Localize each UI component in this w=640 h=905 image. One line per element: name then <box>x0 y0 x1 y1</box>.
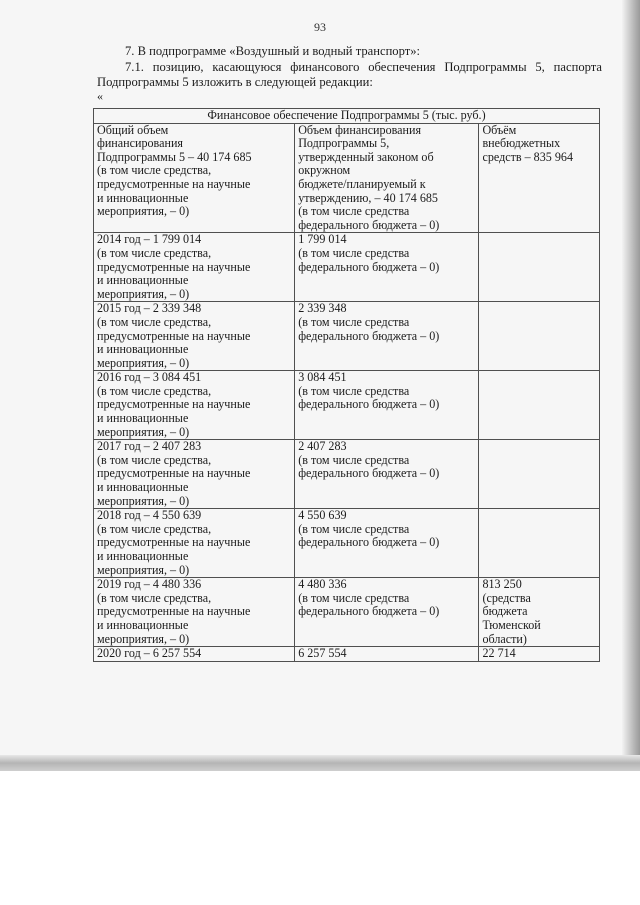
cell-line: предусмотренные на научные <box>97 466 251 481</box>
cell-line: 22 714 <box>482 646 516 661</box>
cell-line: предусмотренные на научные <box>97 176 251 191</box>
cell-line: 2014 год – 1 799 014 <box>97 232 202 247</box>
extrabudgetary-cell <box>479 371 600 440</box>
cell-line: (в том числе средства <box>298 590 410 605</box>
cell-line: Подпрограммы 5, <box>298 136 390 151</box>
cell-line: (в том числе средства <box>298 383 410 398</box>
cell-line: внебюджетных <box>482 136 561 151</box>
cell-line: 3 084 451 <box>298 370 347 385</box>
header-extrabudgetary-volume <box>479 123 600 233</box>
table-row <box>94 578 600 647</box>
cell-line: мероприятия, – 0) <box>97 631 190 646</box>
cell-line: 2017 год – 2 407 283 <box>97 439 202 454</box>
scan-bottom-shadow <box>0 755 640 771</box>
cell-line: 813 250 <box>482 577 522 592</box>
cell-line: федерального бюджета – 0) <box>298 217 440 232</box>
cell-line: и инновационные <box>97 617 189 632</box>
cell-line: и инновационные <box>97 273 189 288</box>
cell-line: и инновационные <box>97 411 189 426</box>
cell-line: мероприятия, – 0) <box>97 493 190 508</box>
cell-line: 4 550 639 <box>298 508 347 523</box>
table-row <box>94 440 600 509</box>
cell-line: федерального бюджета – 0) <box>298 535 440 550</box>
federal-budget-cell <box>295 440 479 509</box>
cell-line: (в том числе средства, <box>97 245 212 260</box>
cell-line: области) <box>482 631 527 646</box>
cell-line: предусмотренные на научные <box>97 259 251 274</box>
cell-line: и инновационные <box>97 480 189 495</box>
table-header-row <box>94 123 600 233</box>
cell-line: (в том числе средства <box>298 245 410 260</box>
cell-line: 2015 год – 2 339 348 <box>97 301 202 316</box>
year-total-cell <box>94 647 295 662</box>
open-quote: « <box>97 88 103 103</box>
federal-budget-cell <box>295 647 479 662</box>
financing-table <box>93 108 600 662</box>
cell-line: утверждению, – 40 174 685 <box>298 190 438 205</box>
cell-line: 2 339 348 <box>298 301 347 316</box>
cell-line: (в том числе средства, <box>97 163 212 178</box>
item-7-heading: 7. В подпрограмме «Воздушный и водный транспорт»: <box>125 44 421 58</box>
cell-line: финансирования <box>97 136 183 151</box>
table-row <box>94 371 600 440</box>
cell-line: мероприятия, – 0) <box>97 562 190 577</box>
cell-line: бюджета <box>482 604 528 619</box>
table-row <box>94 647 600 662</box>
cell-line: (в том числе средства, <box>97 521 212 536</box>
year-total-cell <box>94 302 295 371</box>
extrabudgetary-cell <box>479 647 600 662</box>
item-7-1-text: 7.1. позицию, касающуюся финансового обеспечения Подпрограммы 5, паспорта Подпрограммы 5 изложить в следующей редакции: <box>97 59 602 89</box>
cell-line: 2020 год – 6 257 554 <box>97 646 202 661</box>
cell-line: и инновационные <box>97 549 189 563</box>
header-approved-volume <box>295 123 479 233</box>
cell-line: Объем финансирования <box>298 122 422 137</box>
cell-line: (в том числе средства <box>298 314 410 329</box>
cell-line: федерального бюджета – 0) <box>298 604 440 619</box>
cell-line: мероприятия, – 0) <box>97 424 190 439</box>
cell-line: предусмотренные на научные <box>97 535 251 550</box>
cell-line: федерального бюджета – 0) <box>298 466 440 481</box>
cell-line: предусмотренные на научные <box>97 328 251 343</box>
cell-line: (средства <box>482 590 531 605</box>
intro-text <box>97 44 602 102</box>
extrabudgetary-cell <box>479 578 600 647</box>
cell-line: (в том числе средства <box>298 452 410 467</box>
header-total-volume <box>94 123 295 233</box>
year-total-cell <box>94 440 295 509</box>
cell-line: федерального бюджета – 0) <box>298 259 440 274</box>
cell-line: средств – 835 964 <box>482 149 573 164</box>
extrabudgetary-cell <box>479 440 600 509</box>
extrabudgetary-cell <box>479 302 600 371</box>
cell-line: Подпрограммы 5 – 40 174 685 <box>97 149 252 164</box>
federal-budget-cell <box>295 233 479 302</box>
cell-line: утвержденный законом об <box>298 149 434 164</box>
cell-line: 4 480 336 <box>298 577 347 592</box>
cell-line: федерального бюджета – 0) <box>298 328 440 343</box>
cell-line: (в том числе средства, <box>97 590 212 605</box>
cell-line: предусмотренные на научные <box>97 604 251 619</box>
scan-edge-shadow <box>622 0 640 770</box>
cell-line: Объём <box>482 122 517 137</box>
cell-line: (в том числе средства <box>298 521 410 536</box>
cell-line: 1 799 014 <box>298 232 347 247</box>
cell-line: 2018 год – 4 550 639 <box>97 508 202 523</box>
table-row <box>94 509 600 578</box>
cell-line: мероприятия, – 0) <box>97 355 190 370</box>
year-total-cell <box>94 233 295 302</box>
table-caption: Финансовое обеспечение Подпрограммы 5 (тыс. руб.) <box>94 109 600 124</box>
page-number: 93 <box>314 20 326 34</box>
table-row <box>94 302 600 371</box>
year-total-cell <box>94 578 295 647</box>
federal-budget-cell <box>295 509 479 578</box>
cell-line: 6 257 554 <box>298 646 347 661</box>
cell-line: 2 407 283 <box>298 439 347 454</box>
cell-line: мероприятия, – 0) <box>97 286 190 301</box>
table-row <box>94 233 600 302</box>
year-total-cell <box>94 509 295 578</box>
federal-budget-cell <box>295 578 479 647</box>
cell-line: бюджете/планируемый к <box>298 176 426 191</box>
federal-budget-cell <box>295 371 479 440</box>
year-total-cell <box>94 371 295 440</box>
extrabudgetary-cell <box>479 509 600 578</box>
cell-line: (в том числе средства, <box>97 452 212 467</box>
cell-line: 2019 год – 4 480 336 <box>97 577 202 592</box>
cell-line: предусмотренные на научные <box>97 397 251 412</box>
cell-line: окружном <box>298 163 351 178</box>
cell-line: федерального бюджета – 0) <box>298 397 440 412</box>
cell-line: Общий объем <box>97 122 169 137</box>
cell-line: (в том числе средства, <box>97 383 212 398</box>
cell-line: Тюменской <box>482 617 541 632</box>
federal-budget-cell <box>295 302 479 371</box>
extrabudgetary-cell <box>479 233 600 302</box>
cell-line: и инновационные <box>97 190 189 205</box>
cell-line: (в том числе средства, <box>97 314 212 329</box>
cell-line: и инновационные <box>97 342 189 357</box>
cell-line: мероприятия, – 0) <box>97 204 190 219</box>
cell-line: 2016 год – 3 084 451 <box>97 370 202 385</box>
cell-line: (в том числе средства <box>298 204 410 219</box>
